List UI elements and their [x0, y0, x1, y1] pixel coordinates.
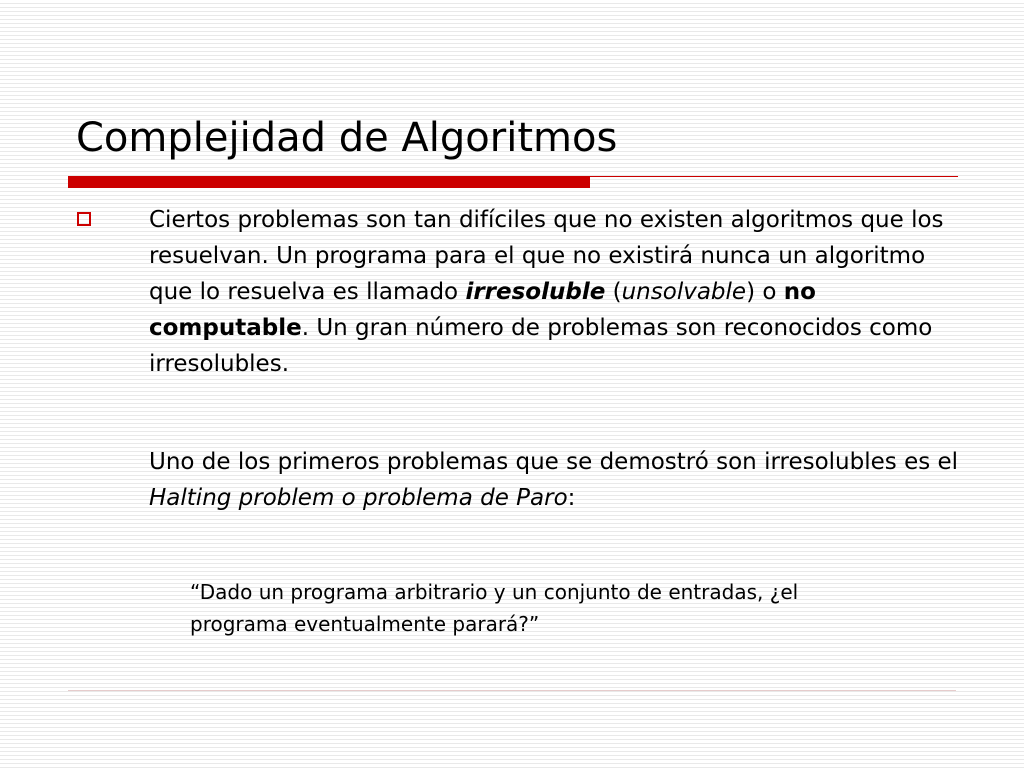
term-irresoluble: irresoluble: [465, 279, 606, 305]
paragraph2-text-b: :: [567, 485, 576, 511]
paragraph1-text-a: Ciertos problemas son tan difíciles que no existen algoritmos que los resuelvan. Un programa para el que no existirá nunca un algoritmo que lo resuelva es llamado: [149, 207, 944, 305]
title-underline-thick: [68, 176, 590, 188]
term-unsolvable: unsolvable: [621, 279, 747, 305]
paragraph1-close-paren: ) o: [746, 279, 784, 305]
term-halting-problem: Halting problem o problema de Paro: [149, 485, 568, 511]
term-no-computable: no computable: [149, 279, 816, 341]
paragraph1-open-paren: (: [605, 279, 622, 305]
halting-quote: “Dado un programa arbitrario y un conjunto de entradas, ¿el programa eventualmente parará?”: [190, 580, 799, 636]
paragraph-halting-problem: [149, 444, 959, 516]
slide-title: Complejidad de Algoritmos: [76, 115, 618, 161]
paragraph1-text-b: . Un gran número de problemas son reconocidos como irresolubles.: [149, 315, 933, 377]
hollow-square-bullet-icon: [77, 212, 91, 226]
title-underline-thin: [590, 176, 958, 177]
paragraph2-text-a: Uno de los primeros problemas que se demostró son irresolubles es el: [149, 449, 959, 475]
footer-rule: [68, 690, 956, 691]
paragraph-unsolvable-problems: [149, 202, 959, 382]
